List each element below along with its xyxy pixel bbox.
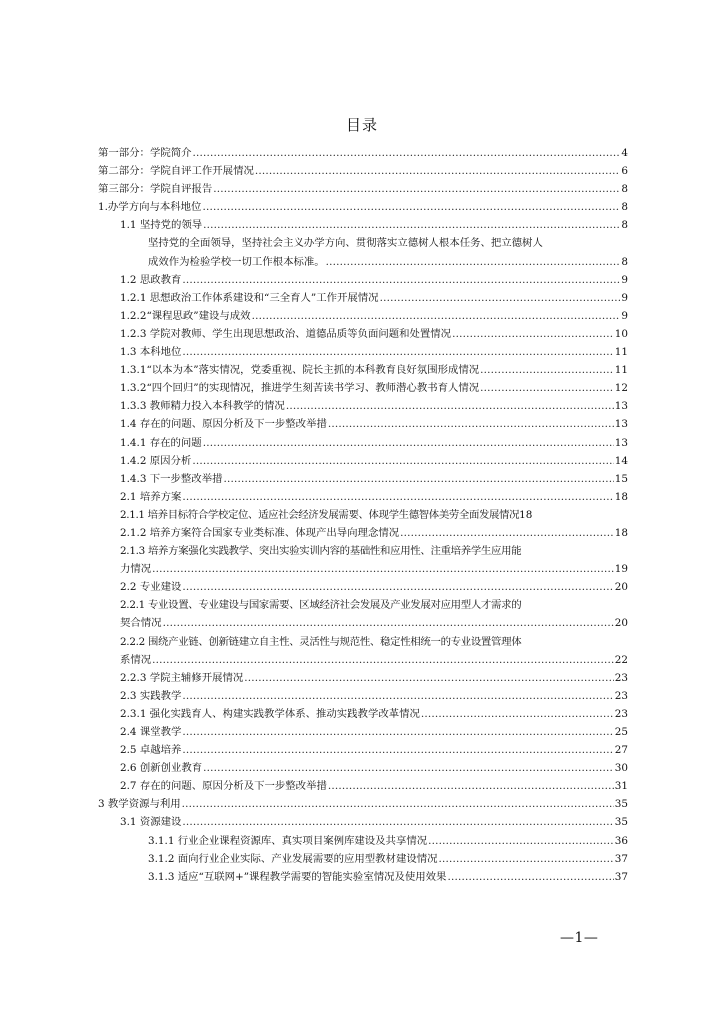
toc-entry[interactable] (98, 578, 628, 596)
toc-entry-text: 2.3 实践教学 (120, 689, 182, 702)
toc-leader-dots (213, 180, 620, 198)
toc-entry-text: 2.5 卓越培养 (120, 744, 182, 757)
toc-leader-dots (182, 723, 613, 741)
toc-entry[interactable] (98, 868, 628, 886)
toc-entry-text: 成效作为检验学校一切工作根本标准。 (148, 255, 325, 268)
toc-leader-dots (255, 162, 621, 180)
toc-entry-text: 1.2.1 思想政治工作体系建设和“三全育人”工作开展情况 (120, 291, 379, 304)
toc-leader-dots (163, 614, 614, 632)
toc-entry-text: 力情况 (120, 563, 152, 576)
toc-entry-text: 3.1.1 行业企业课程资源库、真实项目案例库建设及共享情况 (148, 834, 428, 847)
toc-entry[interactable] (98, 180, 628, 198)
toc-entry[interactable] (98, 524, 628, 542)
toc-entry-text-line1: 2.1.3 培养方案强化实践教学、突出实验实训内容的基础性和应用性、注重培养学生应用能 (120, 545, 522, 558)
toc-page-number: 11 (614, 346, 628, 359)
toc-entry-text: 1.办学方向与本科地位 (98, 201, 202, 214)
toc-page-number: 6 (621, 165, 628, 178)
toc-page-number: 18 (614, 490, 628, 503)
toc-page-number: 9 (621, 291, 628, 304)
toc-entry-text: 2.2 专业建设 (120, 581, 182, 594)
toc-entry-text: 契合情况 (120, 617, 162, 630)
toc-leader-dots (193, 144, 621, 162)
toc-entry[interactable] (98, 361, 628, 379)
toc-entry[interactable] (98, 397, 628, 415)
toc-leader-dots (326, 253, 621, 271)
toc-entry[interactable] (98, 741, 628, 759)
toc-entry[interactable] (98, 850, 628, 868)
toc-entry-text: 1.4.1 存在的问题 (120, 436, 202, 449)
toc-page-number: 8 (621, 219, 628, 232)
toc-entry[interactable] (98, 162, 628, 180)
toc-page-number: 13 (614, 400, 628, 413)
toc-entry-text: 1.3.1“以本为本”落实情况，党委重视、院长主抓的本科教育良好氛围形成情况 (120, 364, 480, 377)
toc-leader-dots (203, 216, 620, 234)
toc-leader-dots (152, 560, 614, 578)
table-of-contents (98, 144, 628, 886)
toc-page-number: 8 (621, 255, 628, 268)
toc-entry-text: 1.1 坚持党的领导 (120, 219, 203, 232)
toc-entry-text: 第三部分：学院自评报告 (98, 183, 213, 196)
toc-leader-dots (439, 850, 614, 868)
toc-entry[interactable] (98, 813, 628, 831)
toc-leader-dots (223, 470, 613, 488)
toc-entry-text-line1: 2.2.1 专业设置、专业建设与国家需要、区域经济社会发展及产业发展对应用型人才需求的 (120, 599, 522, 612)
toc-page-number: 35 (614, 798, 628, 811)
toc-page-number: 25 (614, 726, 628, 738)
toc-entry-text: 1.4.2 原因分析 (120, 454, 192, 467)
toc-entry-text: 2.1 培养方案 (120, 490, 182, 503)
toc-entry[interactable] (98, 307, 628, 325)
toc-page-number: 27 (614, 744, 628, 757)
toc-leader-dots (328, 415, 614, 433)
toc-entry-text: 1.2.2“课程思政”建设与成效 (120, 309, 251, 322)
toc-entry-text: 3.1.3 适应“互联网+”课程教学需要的智能实验室情况及使用效果 (148, 870, 447, 883)
toc-entry-text: 1.4 存在的问题、原因分析及下一步整改举措 (120, 418, 327, 431)
toc-page-number: 22 (614, 653, 628, 666)
toc-entry[interactable] (98, 633, 628, 669)
toc-entry-text: 2.3.1 强化实践育人、构建实践教学体系、推动实践教学改革情况 (120, 707, 420, 720)
toc-page-number: 13 (614, 418, 628, 431)
toc-page-number: 9 (621, 273, 628, 286)
toc-entry[interactable] (98, 777, 628, 795)
toc-page-number: 20 (614, 581, 628, 594)
toc-leader-dots (244, 669, 614, 687)
toc-page-number: 12 (614, 382, 628, 395)
toc-page-number: 35 (614, 816, 628, 829)
toc-entry-text: 第二部分：学院自评工作开展情况 (98, 165, 254, 178)
toc-leader-dots (203, 434, 614, 452)
toc-entry[interactable] (98, 452, 628, 470)
toc-leader-dots (182, 795, 614, 813)
toc-entry-text: 1.3 本科地位 (120, 346, 182, 359)
toc-leader-dots (380, 289, 621, 307)
toc-page-number: 9 (621, 309, 628, 322)
toc-entry[interactable] (98, 234, 628, 270)
toc-leader-dots (480, 379, 614, 397)
toc-entry[interactable] (98, 434, 628, 452)
toc-entry[interactable] (98, 723, 628, 741)
toc-leader-dots (328, 777, 614, 795)
toc-entry-text-line1: 坚持党的全面领导，坚持社会主义办学方向、贯彻落实立德树人根本任务、把立德树人 (148, 237, 543, 250)
toc-leader-dots (203, 759, 614, 777)
toc-page-number: 23 (614, 671, 628, 684)
toc-entry-text: 2.1.2 培养方案符合国家专业类标准、体现产出导向理念情况 (120, 526, 400, 539)
toc-page-number: 8 (621, 201, 628, 214)
toc-page-number: 13 (614, 436, 628, 449)
toc-page-number: 31 (614, 780, 628, 793)
toc-entry-text: 3.1 资源建设 (120, 816, 182, 829)
toc-leader-dots (182, 343, 613, 361)
toc-leader-dots (447, 868, 613, 886)
toc-page-number: 10 (614, 327, 628, 340)
toc-entry-text: 2.7 存在的问题、原因分析及下一步整改举措 (120, 780, 327, 793)
toc-entry-text: 2.1.1 培养目标符合学校定位、适应社会经济发展需要、体现学生德智体美劳全面发展情况 (120, 508, 520, 521)
toc-entry[interactable] (98, 705, 628, 723)
toc-entry-text: 2.2.3 学院主辅修开展情况 (120, 671, 244, 684)
toc-entry-text: 1.2.3 学院对教师、学生出现思想政治、道德品质等负面问题和处置情况 (120, 327, 452, 340)
toc-entry-text: 1.4.3 下一步整改举措 (120, 472, 223, 485)
toc-entry[interactable] (98, 470, 628, 488)
toc-entry[interactable] (98, 506, 628, 524)
toc-leader-dots (182, 741, 613, 759)
toc-entry-text: 2.4 课堂教学 (120, 726, 182, 738)
toc-page-number: 15 (614, 472, 628, 485)
toc-entry[interactable] (98, 271, 628, 289)
toc-page-number: 20 (614, 617, 628, 630)
toc-leader-dots (400, 524, 614, 542)
toc-entry-text: 3.1.2 面向行业企业实际、产业发展需要的应用型教材建设情况 (148, 852, 438, 865)
toc-page-number: 30 (614, 762, 628, 775)
toc-leader-dots (182, 488, 613, 506)
toc-leader-dots (192, 452, 613, 470)
toc-leader-dots (452, 325, 614, 343)
toc-page-number: 23 (614, 689, 628, 702)
toc-page-number: 37 (614, 852, 628, 865)
toc-entry-text: 2.6 创新创业教育 (120, 762, 203, 775)
toc-leader-dots (152, 651, 614, 669)
toc-leader-dots (182, 687, 613, 705)
toc-entry[interactable] (98, 415, 628, 433)
toc-page-number: 11 (614, 364, 628, 377)
toc-page-number: 14 (614, 454, 628, 467)
toc-entry[interactable] (98, 343, 628, 361)
toc-page-number: 18 (519, 508, 533, 521)
toc-leader-dots (480, 361, 614, 379)
toc-page-number: 23 (614, 707, 628, 720)
toc-entry-text-line1: 2.2.2 围绕产业链、创新链建立自主性、灵活性与规范性、稳定性相统一的专业设置管理体 (120, 635, 522, 648)
toc-entry[interactable] (98, 144, 628, 162)
toc-entry[interactable] (98, 795, 628, 813)
toc-entry[interactable] (98, 596, 628, 632)
toc-entry[interactable] (98, 289, 628, 307)
toc-leader-dots (421, 705, 614, 723)
toc-entry[interactable] (98, 325, 628, 343)
toc-entry[interactable] (98, 832, 628, 850)
toc-entry-text: 第一部分：学院简介 (98, 147, 192, 159)
toc-leader-dots (182, 271, 620, 289)
toc-entry-text: 1.3.3 教师精力投入本科教学的情况 (120, 400, 285, 413)
toc-page-number: 37 (614, 870, 628, 883)
toc-entry[interactable] (98, 542, 628, 578)
toc-entry[interactable] (98, 759, 628, 777)
toc-page-number: 8 (621, 183, 628, 196)
toc-leader-dots (286, 397, 614, 415)
toc-leader-dots (202, 198, 620, 216)
toc-entry[interactable] (98, 488, 628, 506)
toc-entry[interactable] (98, 216, 628, 234)
toc-entry-text: 1.2 思政教育 (120, 273, 182, 286)
toc-entry[interactable] (98, 379, 628, 397)
toc-page-number: 36 (614, 834, 628, 847)
toc-entry[interactable] (98, 669, 628, 687)
toc-leader-dots (428, 832, 614, 850)
toc-entry[interactable] (98, 687, 628, 705)
toc-leader-dots (252, 307, 621, 325)
toc-title: 目录 (345, 116, 378, 134)
toc-page-number: 18 (614, 526, 628, 539)
toc-leader-dots (182, 578, 613, 596)
toc-entry-text: 3 教学资源与利用 (98, 798, 181, 811)
toc-page-number: 4 (621, 147, 628, 159)
toc-entry[interactable] (98, 198, 628, 216)
toc-entry-text: 1.3.2“四个回归”的实现情况，推进学生刻苦读书学习、教师潜心教书育人情况 (120, 382, 480, 395)
toc-page-number: 19 (614, 563, 628, 576)
toc-entry-text: 系情况 (120, 653, 152, 666)
toc-leader-dots (182, 813, 613, 831)
page-number-footer: —1— (560, 930, 599, 946)
